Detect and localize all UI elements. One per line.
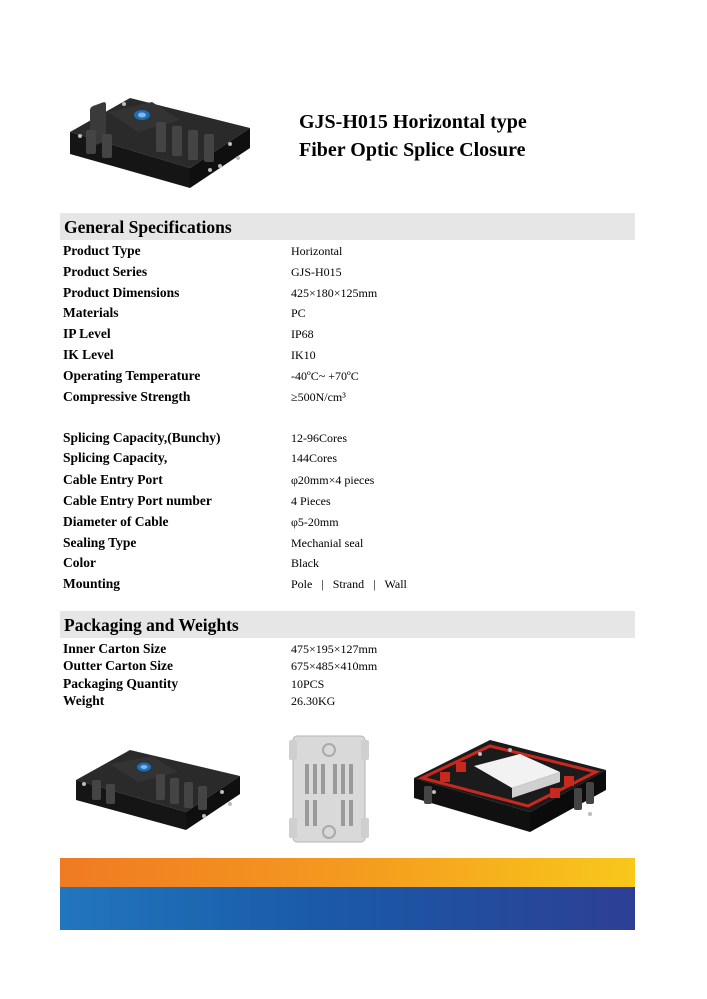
spec-row [63,305,623,325]
spec-value: 144Cores [291,451,337,465]
spec-row [63,389,623,409]
spec-row [63,368,623,388]
spec-row [63,285,623,305]
banner-blue-stripe [60,887,635,930]
spec-label: IP Level [63,326,111,341]
packaging-label: Inner Carton Size [63,641,167,656]
mounting-option: Pole [291,577,313,591]
packaging-value: 26.30KG [291,694,336,708]
spec-row [63,326,623,346]
spec-label: Sealing Type [63,535,137,550]
spec-row [63,243,623,263]
spec-value: Mechanial seal [291,536,364,550]
spec-label: Splicing Capacity, [63,450,168,465]
packaging-label: Weight [63,693,105,708]
packaging-value: 475×195×127mm [291,642,378,656]
spec-value: φ20mm×4 pieces [291,473,375,487]
spec-label: IK Level [63,347,114,362]
packaging-value: 10PCS [291,677,325,691]
spec-label: Cable Entry Port [63,472,163,487]
packaging-value: 675×485×410mm [291,659,378,673]
spec-row [63,493,623,513]
spec-row [63,514,623,534]
spec-value: PC [291,306,306,320]
product-title [299,108,527,164]
general-specifications-header [60,213,635,240]
splice-tray-photo [285,730,373,848]
spec-value: IK10 [291,348,316,362]
product-photo-closed [70,730,245,840]
title-line-1: GJS-H015 Horizontal type [299,111,527,133]
mounting-option: Strand [332,577,365,591]
packaging-label: Outter Carton Size [63,658,173,673]
packaging-row [63,658,623,678]
spec-label: Compressive Strength [63,389,191,404]
spec-label: Diameter of Cable [63,514,169,529]
spec-value: 4 Pieces [291,494,331,508]
title-line-2: Fiber Optic Splice Closure [299,139,526,161]
spec-value: 12-96Cores [291,431,347,445]
spec-row [63,555,623,575]
packaging-row [63,693,623,713]
spec-value: ≥500N/cm³ [291,390,346,404]
spec-row [63,535,623,555]
general-specifications-heading: General Specifications [64,217,232,237]
spec-value: Horizontal [291,244,343,258]
spec-row [63,450,623,470]
packaging-label: Packaging Quantity [63,676,179,691]
mounting-option: Wall [384,577,407,591]
spec-value: φ5-20mm [291,515,339,529]
mounting-separator: | [373,577,376,591]
packaging-weights-header [60,611,635,638]
banner-orange-stripe [60,858,635,887]
spec-label: Splicing Capacity,(Bunchy) [63,430,221,445]
spec-label: Cable Entry Port number [63,493,212,508]
spec-value: GJS-H015 [291,265,342,279]
spec-row [63,430,623,450]
spec-label: Product Series [63,264,148,279]
spec-row [63,472,623,492]
spec-label: Product Type [63,243,141,258]
spec-label: Color [63,555,96,570]
packaging-weights-heading: Packaging and Weights [64,615,239,635]
spec-label: Product Dimensions [63,285,180,300]
spec-value: IP68 [291,327,314,341]
spec-value: 425×180×125mm [291,286,378,300]
spec-value: Black [291,556,319,570]
spec-value: -40ºC~ +70ºC [291,369,359,383]
spec-label: Mounting [63,576,121,591]
spec-row [63,347,623,367]
spec-row [63,576,623,596]
product-photo-top [60,70,256,200]
spec-label: Operating Temperature [63,368,201,383]
mounting-value [291,577,407,592]
spec-row [63,264,623,284]
open-closure-photo [410,732,610,842]
mounting-separator: | [321,577,324,591]
spec-label: Materials [63,305,119,320]
